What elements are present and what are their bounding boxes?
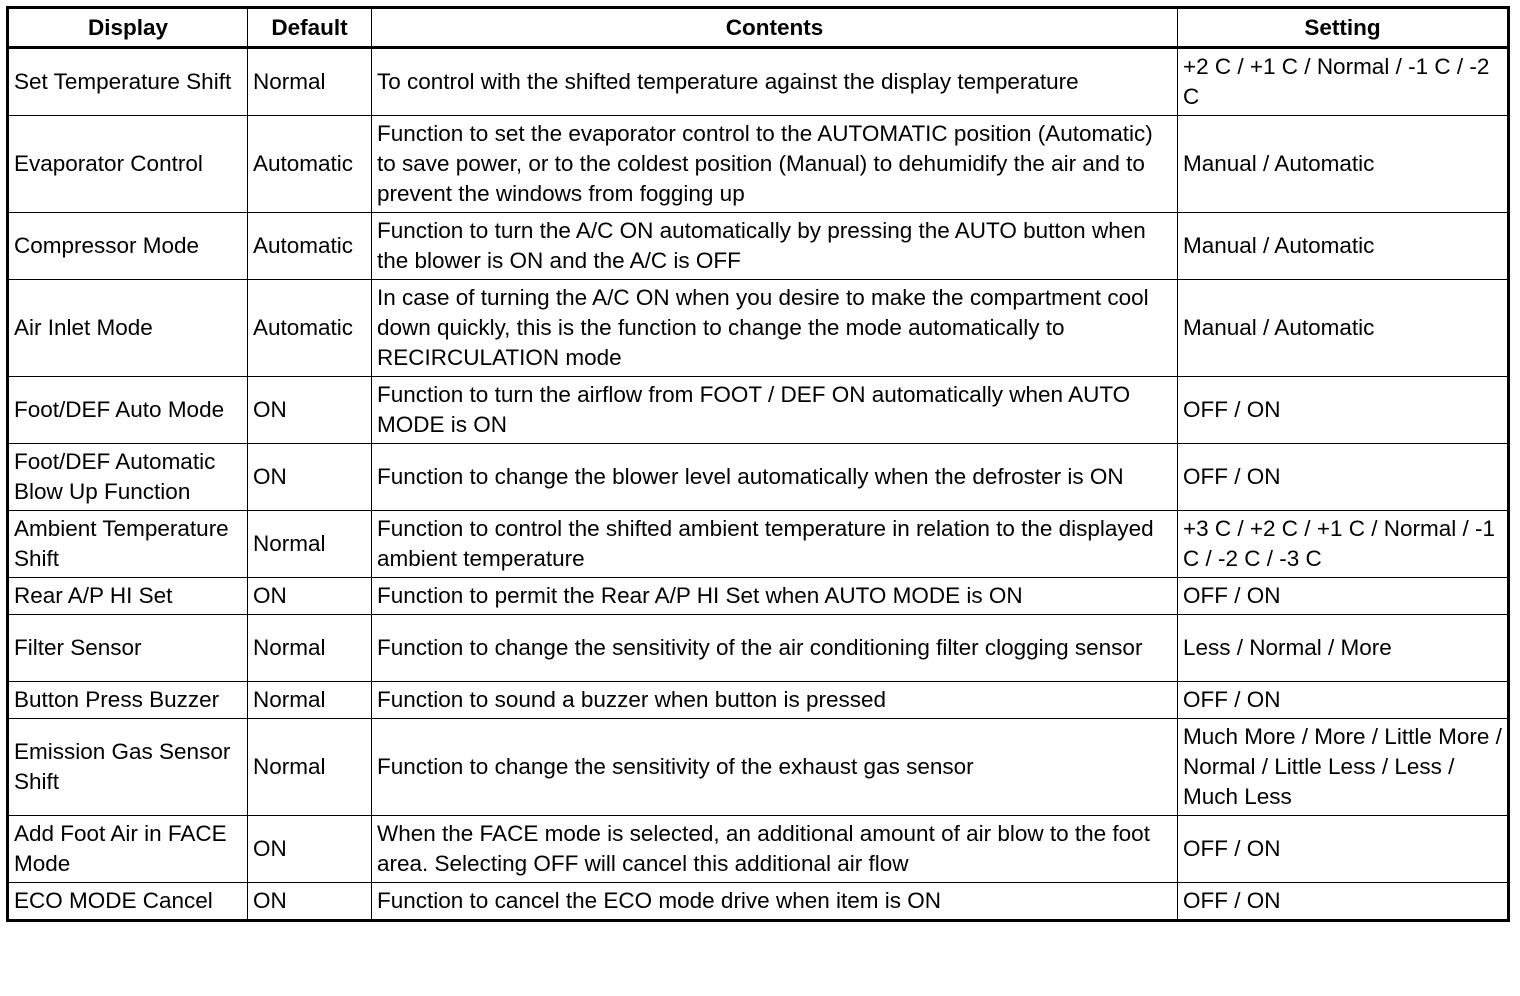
setting-cell: OFF / ON	[1178, 682, 1509, 719]
contents-cell: When the FACE mode is selected, an additional amount of air blow to the foot area. Selecting OFF will cancel this additional air flow	[372, 816, 1178, 883]
setting-cell: Less / Normal / More	[1178, 615, 1509, 682]
header-display: Display	[8, 8, 248, 48]
display-cell: Compressor Mode	[8, 213, 248, 280]
default-cell: ON	[248, 377, 372, 444]
contents-cell: Function to change the sensitivity of the air conditioning filter clogging sensor	[372, 615, 1178, 682]
display-cell: Button Press Buzzer	[8, 682, 248, 719]
display-cell: Set Temperature Shift	[8, 48, 248, 116]
setting-cell: Manual / Automatic	[1178, 280, 1509, 377]
setting-cell: Much More / More / Little More / Normal / Little Less / Less / Much Less	[1178, 719, 1509, 816]
contents-cell: Function to sound a buzzer when button is pressed	[372, 682, 1178, 719]
display-cell: ECO MODE Cancel	[8, 883, 248, 921]
table-row	[8, 116, 1509, 213]
display-cell: Emission Gas Sensor Shift	[8, 719, 248, 816]
display-cell: Rear A/P HI Set	[8, 578, 248, 615]
header-default: Default	[248, 8, 372, 48]
table-row	[8, 511, 1509, 578]
table-row	[8, 682, 1509, 719]
table-header-row	[8, 8, 1509, 48]
default-cell: Automatic	[248, 280, 372, 377]
table-row	[8, 719, 1509, 816]
contents-cell: To control with the shifted temperature against the display temperature	[372, 48, 1178, 116]
table-row	[8, 615, 1509, 682]
setting-cell: OFF / ON	[1178, 883, 1509, 921]
display-cell: Evaporator Control	[8, 116, 248, 213]
table-row	[8, 444, 1509, 511]
contents-cell: Function to turn the A/C ON automatically by pressing the AUTO button when the blower is ON and the A/C is OFF	[372, 213, 1178, 280]
table-row	[8, 48, 1509, 116]
default-cell: Automatic	[248, 116, 372, 213]
default-cell: Normal	[248, 682, 372, 719]
table-row	[8, 213, 1509, 280]
header-setting: Setting	[1178, 8, 1509, 48]
display-cell: Add Foot Air in FACE Mode	[8, 816, 248, 883]
contents-cell: Function to control the shifted ambient temperature in relation to the displayed ambient temperature	[372, 511, 1178, 578]
display-cell: Ambient Temperature Shift	[8, 511, 248, 578]
customize-settings-table	[6, 6, 1510, 922]
setting-cell: OFF / ON	[1178, 816, 1509, 883]
contents-cell: Function to cancel the ECO mode drive when item is ON	[372, 883, 1178, 921]
contents-cell: Function to turn the airflow from FOOT / DEF ON automatically when AUTO MODE is ON	[372, 377, 1178, 444]
default-cell: ON	[248, 816, 372, 883]
contents-cell: Function to permit the Rear A/P HI Set when AUTO MODE is ON	[372, 578, 1178, 615]
table-row	[8, 883, 1509, 921]
contents-cell: Function to set the evaporator control to the AUTOMATIC position (Automatic) to save power, or to the coldest position (Manual) to dehumidify the air and to prevent the windows from fogging up	[372, 116, 1178, 213]
display-cell: Air Inlet Mode	[8, 280, 248, 377]
default-cell: Normal	[248, 511, 372, 578]
default-cell: Automatic	[248, 213, 372, 280]
default-cell: Normal	[248, 719, 372, 816]
setting-cell: OFF / ON	[1178, 444, 1509, 511]
contents-cell: Function to change the blower level automatically when the defroster is ON	[372, 444, 1178, 511]
contents-cell: In case of turning the A/C ON when you desire to make the compartment cool down quickly, this is the function to change the mode automatically to RECIRCULATION mode	[372, 280, 1178, 377]
table-row	[8, 816, 1509, 883]
table-row	[8, 280, 1509, 377]
setting-cell: Manual / Automatic	[1178, 116, 1509, 213]
table-row	[8, 377, 1509, 444]
default-cell: ON	[248, 578, 372, 615]
header-contents: Contents	[372, 8, 1178, 48]
display-cell: Foot/DEF Auto Mode	[8, 377, 248, 444]
default-cell: Normal	[248, 615, 372, 682]
setting-cell: OFF / ON	[1178, 578, 1509, 615]
setting-cell: OFF / ON	[1178, 377, 1509, 444]
setting-cell: Manual / Automatic	[1178, 213, 1509, 280]
default-cell: Normal	[248, 48, 372, 116]
table-row	[8, 578, 1509, 615]
default-cell: ON	[248, 883, 372, 921]
default-cell: ON	[248, 444, 372, 511]
contents-cell: Function to change the sensitivity of the exhaust gas sensor	[372, 719, 1178, 816]
display-cell: Filter Sensor	[8, 615, 248, 682]
setting-cell: +3 C / +2 C / +1 C / Normal / -1 C / -2 C / -3 C	[1178, 511, 1509, 578]
display-cell: Foot/DEF Automatic Blow Up Function	[8, 444, 248, 511]
setting-cell: +2 C / +1 C / Normal / -1 C / -2 C	[1178, 48, 1509, 116]
